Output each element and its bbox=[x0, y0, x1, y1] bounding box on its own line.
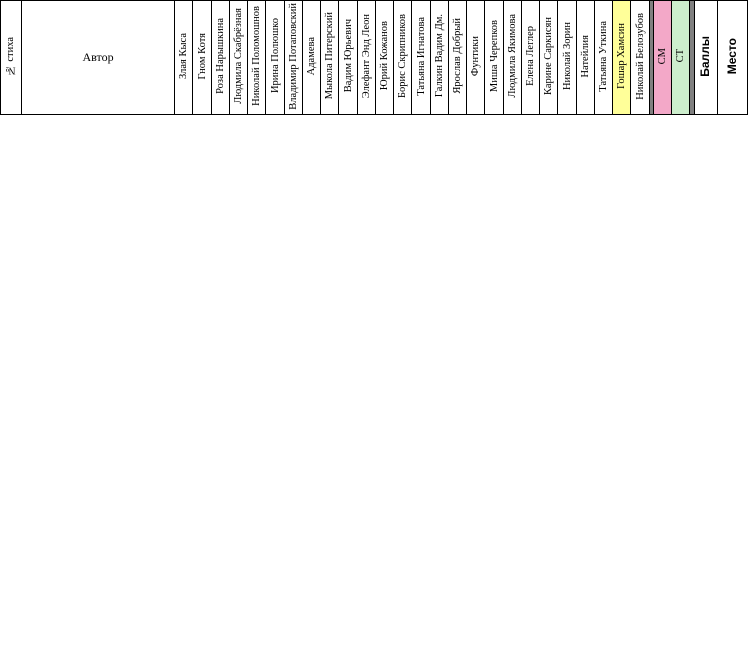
header-voter-col: Галкин Вадим Дм. bbox=[430, 1, 448, 115]
header-voter-col: Фунтики bbox=[467, 1, 485, 115]
header-ct: СТ bbox=[671, 1, 690, 115]
header-voter-col: Николай Зорин bbox=[558, 1, 576, 115]
header-sum: Баллы bbox=[694, 1, 717, 115]
header-voter-col: Гном Котя bbox=[193, 1, 211, 115]
header-voter-col: Натейлия bbox=[576, 1, 594, 115]
header-voter-col: Николай Белозубов bbox=[631, 1, 649, 115]
header-row bbox=[1, 1, 748, 115]
header-voter-col: Злая Кыса bbox=[175, 1, 193, 115]
header-voter-col: Николай Поломошнов bbox=[248, 1, 266, 115]
header-num: № стиха bbox=[1, 1, 22, 115]
header-voter-col: Татьяна Игнатова bbox=[412, 1, 430, 115]
header-voter-col: Вадим Юрьевич bbox=[339, 1, 357, 115]
header-voter-col: Людмила Скабрёзная bbox=[229, 1, 247, 115]
header-voter-col: Ирина Полюшко bbox=[266, 1, 284, 115]
header-voter-col: Роза Нарышкина bbox=[211, 1, 229, 115]
header-voter-col: Татьяна Уткина bbox=[594, 1, 612, 115]
header-voter-col: Элефант Энд Леон bbox=[357, 1, 375, 115]
header-place: Место bbox=[717, 1, 748, 115]
header-author: Автор bbox=[21, 1, 174, 115]
header-voter-col: Миша Черепков bbox=[485, 1, 503, 115]
header-voter-col: Адамева bbox=[302, 1, 320, 115]
header-voter-col: Борис Скрипников bbox=[394, 1, 412, 115]
header-cm: СМ bbox=[653, 1, 671, 115]
header-voter-col: Ярослав Добрый bbox=[448, 1, 466, 115]
header-voter-col: Юрий Кожанов bbox=[375, 1, 393, 115]
header-voter-col: Людмила Якимова bbox=[503, 1, 521, 115]
rating-table bbox=[0, 0, 748, 115]
header-voter-col: Гошар Хамсин bbox=[613, 1, 631, 115]
header-voter-col: Владимир Потаповский bbox=[284, 1, 302, 115]
header-voter-col: Карине Саркисян bbox=[540, 1, 558, 115]
header-voter-col: Мыкола Питерский bbox=[321, 1, 339, 115]
header-voter-col: Елена Леглер bbox=[521, 1, 539, 115]
